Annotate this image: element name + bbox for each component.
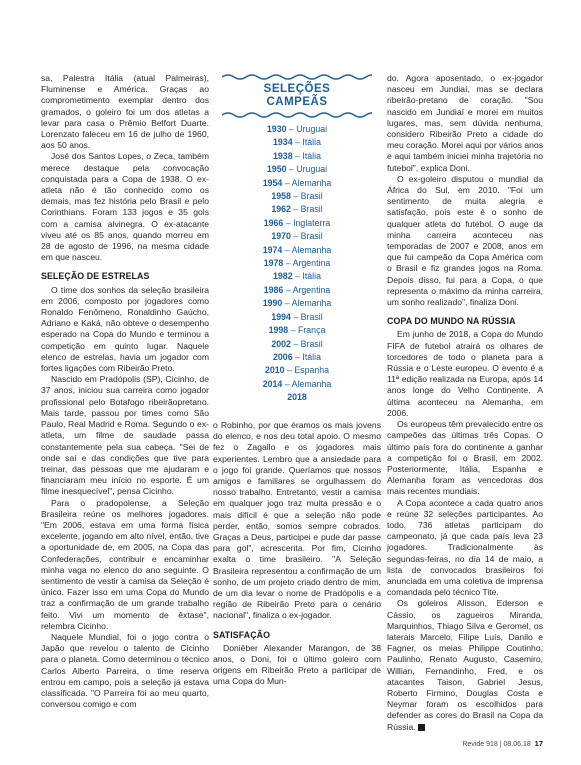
champion-country: Inglaterra [293, 217, 331, 228]
champion-dash: – [290, 204, 301, 215]
champion-year: 1954 [262, 177, 283, 188]
champion-year: 1930 [266, 124, 287, 134]
page-number: 17 [534, 739, 543, 748]
footer-separator: | [499, 741, 502, 748]
paragraph: Nascido em Pradópolis (SP), Cicinho, de 37 anos, iniciou sua carreira como jogador profissional pelo Botafogo ribeirãopretano. Mais tarde, passou por times como São Paulo, Real Madrid e Roma. Segundo o ex-atleta, um filme de saudade passa constantemente pela sua cabeça. "Sei de onde saí e das condições que tive para treinar, das pessoas que me ajudaram e financiaram meu início no esporte. É um filme inesquecível", pensa Cicinho. [41, 374, 209, 497]
page-footer [462, 739, 543, 748]
champion-item [213, 257, 381, 270]
champion-item [213, 324, 381, 337]
left-column [41, 73, 209, 710]
champion-item [213, 163, 381, 176]
paragraph: Em junho de 2018, a Copa do Mundo FIFA de futebol atrairá os olhares de torcedores de todo o planeta para a Rússia e o Leste europeu. O evento é a 11ª edição realizada na Europa, após 14 anos longe do Velho Continente. A última aconteceu na Alemanha, em 2006. [387, 329, 543, 418]
paragraph-text: Os goleiros Alisson, Ederson e Cássio, os zagueiros Miranda, Marquinhos, Thiago Silva e Geromel, os laterais Marcelo, Filipe Luís, Danilo e Fagner, os meias Philippe Coutinho, Paulinho, Renato Augusto, Casemiro, Willian, Fernandinho, Fred, e os atacantes Taison, Gabriel Jesus, Roberto Firmino, Douglas Costa e Neymar foram os escolhidos para defender as cores do Brasil na Copa da Rússia. [387, 598, 543, 732]
champion-country: Itália [302, 137, 321, 148]
champion-dash: – [290, 231, 301, 242]
champion-item [213, 297, 381, 310]
champion-dash: – [283, 217, 294, 228]
paragraph: O ex-goleiro disputou o mundial da África do Sul, em 2010. "Foi um sentimento de muita alegria e satisfação, pois este é o sonho de qualquer atleta do futebol. O auge da minha carreira aconteceu nas temporadas de 2007 e 2008, anos em que fui campeão da Copa América com o Brasil e fiz grandes jogos na Roma. Depois disso, fui para a Copa, o que representa o máximo da minha carreira, um sonho realizado", finaliza Doni. [387, 173, 543, 308]
section-heading: SELEÇÃO DE ESTRELAS [41, 271, 150, 282]
champion-country: Argentina [292, 258, 331, 269]
champion-country: Argentina [292, 284, 331, 295]
champion-dash: – [290, 311, 301, 322]
paragraph: A Copa acontece a cada quatro anos e reúne 32 seleções participantes. Ao todo, 736 atletas participam do campeonato, já que cada país leva 23 jogadores. Tradicionalmente às segundas-feiras, no dia 14 de maio, a lista de convocados brasileiros foi anunciada em uma coletiva de imprensa comandada pelo técnico Tite. [387, 497, 543, 598]
champion-year: 1958 [271, 191, 291, 202]
champion-item [213, 378, 381, 391]
wave-divider-bottom [222, 111, 372, 119]
champion-year: 1970 [271, 231, 291, 242]
champion-dash: – [282, 177, 292, 188]
champions-list [213, 123, 381, 405]
champion-item [213, 136, 381, 149]
champion-year: 1994 [271, 311, 291, 322]
sidebar-title [213, 83, 381, 108]
champion-dash: – [292, 150, 303, 161]
champion-country: Alemanha [291, 298, 332, 309]
champion-year: 2014 [262, 378, 283, 389]
champion-country: Alemanha [291, 378, 332, 389]
champion-item [213, 351, 381, 364]
champion-country: Brasil [300, 311, 323, 322]
champion-dash: – [282, 298, 292, 309]
section-heading: SATISFAÇÃO [213, 629, 271, 640]
paragraph: Naquele Mundial, foi o jogo contra o Japão que revelou o talento de Cicinho para o planeta. Como determinou o técnico Carlos Alberto Parreira, o time reserva entrou em campo, pois a seleção já estava classificada. "O Parreira foi ao meu quarto, conversou comigo e com [41, 631, 209, 710]
champion-item [213, 391, 381, 404]
paragraph [387, 598, 543, 732]
paragraph: o Robinho, por que éramos os mais jovens do elenco, e nos deu total apoio. O mesmo fez o Zagallo e os jogadores mais experientes. Lembro que a ansiedade para o jogo foi grande. Queríamos que nossos amigos e familiares se orgulhassem do nosso trabalho. Entretanto, vestir a camisa em qualquer jogo traz muita pressão e o mais difícil é que a seleção não pode perder, então, somos sempre cobrados. Graças a Deus, participei e pude dar passe para gol", acrescenta. Por fim, Cicinho exalta o time brasileiro. "A Seleção Brasileira representou a confirmação de um sonho, de um projeto criado dentro de mim, de um dia levar o nome de Pradópolis e a região de Ribeirão Preto para o cenário nacional", finaliza o ex-jogador. [213, 420, 381, 621]
champion-dash: – [282, 244, 292, 255]
champion-dash: – [286, 164, 297, 175]
champion-country: Brasil [300, 338, 323, 349]
right-column [387, 73, 543, 733]
champion-year: 1966 [263, 217, 284, 228]
champion-item [213, 150, 381, 163]
champion-item [213, 284, 381, 297]
champion-year: 1978 [263, 258, 284, 269]
champion-year: 1962 [271, 204, 291, 215]
champion-country: França [297, 325, 326, 336]
champion-country: Espanha [294, 365, 330, 376]
champion-item [213, 177, 381, 190]
champion-country: Brasil [300, 204, 323, 215]
champion-year: 1938 [273, 150, 293, 161]
champions-sidebar [213, 73, 381, 413]
champion-item [213, 203, 381, 216]
champion-item [213, 364, 381, 377]
champion-item [213, 244, 381, 257]
champion-dash: – [288, 325, 298, 336]
paragraph: do. Agora aposentado, o ex-jogador nasceu em Jundiaí, mas se declara ribeirão-pretano de coração. "Sou nascido em Jundiaí e morei em muitos lugares, mas, sem dúvida nenhuma, considero Ribeirão Preto a cidade do meu coração. Morei aqui por vários anos e aqui também iniciei minha trajetória no futebol", explica Doni. [387, 73, 543, 173]
issue-date: 08.06.18 [503, 741, 531, 748]
champion-dash: – [292, 137, 303, 148]
paragraph: Para o pradopolense, a Seleção Brasileira reúne os melhores jogadores. "Em 2006, estava em uma forma física excelente, jogando em alto nível, então, tive a oportunidade de, em 2005, na Copa das Confederações, contribuir e encaminhar minha vaga no elenco do ano seguinte. O sentimento de vestir a camisa da Seleção é único. Fazer isso em uma Copa do Mundo traz a confirmação de um grande trabalho feito. Vivi um momento de êxtase", relembra Cicinho. [41, 497, 209, 631]
magazine-name: Revide 918 [462, 741, 498, 748]
champion-item [213, 338, 381, 351]
champion-country: Alemanha [291, 244, 332, 255]
champion-item [213, 123, 381, 136]
champion-dash: – [282, 378, 292, 389]
champion-country: Brasil [300, 231, 323, 242]
champion-year: 2018 [287, 392, 307, 403]
champion-country: Itália [302, 150, 321, 161]
champion-dash: – [290, 191, 301, 202]
champion-year: 2006 [273, 351, 293, 362]
paragraph: Doniêber Alexander Marangon, de 38 anos, o Doni, foi o último goleiro com origens em Ribeirão Preto a participar de uma Copa do Mun- [213, 642, 381, 687]
champion-item [213, 230, 381, 243]
champion-year: 1950 [266, 164, 287, 175]
champion-country: Uruguai [296, 124, 328, 134]
champion-year: 1990 [262, 298, 283, 309]
end-of-article-icon [418, 724, 425, 731]
champion-dash: – [286, 124, 297, 134]
paragraph: José dos Santos Lopes, o Zeca, também merece destaque pela convocação conquistada para a Copa de 1938. O ex-atleta não é tão conhecido como os demais, mas fez história pelo Brasil e pelo Corinthians. Foram 133 jogos e 35 gols com a camisa alvinegra. O ex-atacante viveu até os 85 anos, quando morreu em 28 de agosto de 1996, na mesma cidade em que nasceu. [41, 151, 209, 263]
champion-dash: – [290, 338, 301, 349]
champion-country: Itália [302, 351, 321, 362]
champion-dash: – [283, 258, 293, 269]
champion-item [213, 311, 381, 324]
champion-dash: – [292, 271, 303, 282]
champion-dash: – [284, 365, 295, 376]
champion-year: 1974 [262, 244, 283, 255]
champion-country: Alemanha [291, 177, 332, 188]
section-heading: COPA DO MUNDO NA RÚSSIA [387, 316, 516, 327]
champion-country: Uruguai [296, 164, 328, 175]
champion-year: 1934 [273, 137, 293, 148]
champion-year: 1998 [268, 325, 289, 336]
champion-item [213, 190, 381, 203]
champion-country: Itália [302, 271, 321, 282]
champion-dash: – [292, 351, 303, 362]
paragraph: sa, Palestra Itália (atual Palmeiras), Fluminense e América. Graças ao comprometimento exemplar dentro dos gramados, o goleiro foi um dos atletas a levar para casa o Prêmio Belfort Duarte. Lorenzato faleceu em 16 de julho de 1960, aos 50 anos. [41, 73, 209, 151]
middle-column [213, 420, 381, 688]
champion-year: 2002 [271, 338, 291, 349]
champion-dash: – [283, 284, 293, 295]
paragraph: O time dos sonhos da seleção brasileira em 2006, composto por jogadores como Ronaldo Fenômeno, Ronaldinho Gaúcho, Adriano e Kaká, não obteve o desempenho esperado na Copa do Mundo e terminou a competição em quinto lugar. Naquele elenco de estrelas, havia um jogador com fortes ligações com Ribeirão Preto. [41, 284, 209, 374]
champion-item [213, 217, 381, 230]
champion-item [213, 270, 381, 283]
sidebar-title-line2: CAMPEÃS [266, 95, 328, 108]
sidebar-title-line1: SELEÇÕES [263, 83, 331, 95]
wave-divider-top [222, 73, 372, 81]
champion-year: 1986 [263, 284, 284, 295]
champion-year: 2010 [264, 365, 285, 376]
champion-country: Brasil [300, 191, 323, 202]
champion-year: 1982 [273, 271, 293, 282]
paragraph: Os europeus têm prevalecido entre os campeões das últimas três Copas. O último país fora do continente a ganhar a competição foi o Brasil, em 2002. Posteriormente, Itália, Espanha e Alemanha foram as vencedoras dos mais recentes mundiais. [387, 419, 543, 497]
